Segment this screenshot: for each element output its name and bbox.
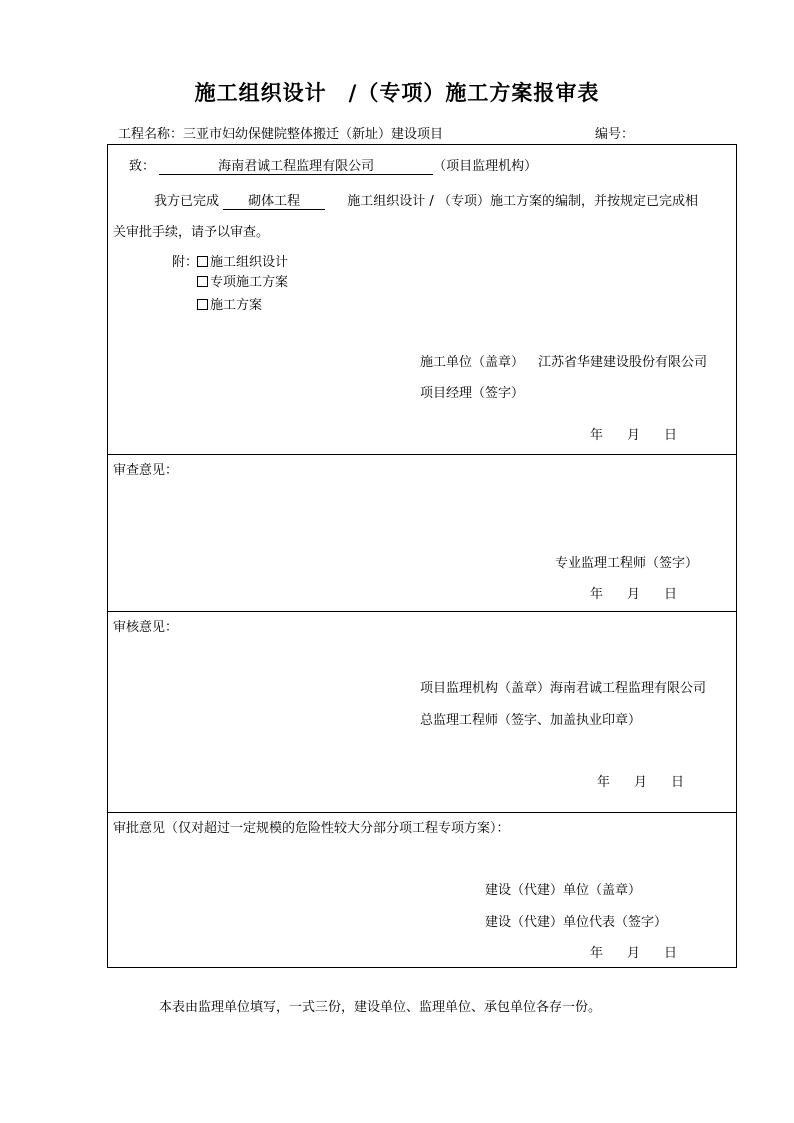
attachment-option-2[interactable]: [197, 276, 288, 289]
attachment-option-label: 施工组织设计: [210, 255, 289, 270]
section-divider-3: [107, 812, 737, 813]
date-year: 年: [590, 946, 604, 961]
supervision-org-label: 项目监理机构（盖章）: [420, 681, 551, 696]
attachment-option-label: 施工方案: [210, 298, 263, 313]
audit-opinion-label: 审核意见：: [113, 620, 179, 635]
approval-opinion-label: 审批意见（仅对超过一定规模的危险性较大分部分项工程专项方案）：: [113, 821, 510, 836]
addressee-label: 致：: [129, 159, 156, 174]
date-month: 月: [627, 428, 641, 443]
chief-engineer-label: 总监理工程师（签字、加盖执业印章）: [420, 713, 642, 728]
form-title: 施工组织设计 /（专项）施工方案报审表: [194, 80, 600, 105]
date-year: 年: [597, 775, 611, 790]
form-number-label: 编号：: [595, 127, 635, 142]
supervision-org-name: 海南君诚工程监理有限公司: [550, 681, 707, 696]
date-day: 日: [664, 587, 678, 602]
supervisor-signer-label: 专业监理工程师（签字）: [555, 556, 699, 571]
statement-line-1: [154, 194, 698, 210]
date-month: 月: [627, 587, 641, 602]
addressee-row: [129, 159, 537, 175]
date-row-4: [590, 947, 701, 960]
date-month: 月: [627, 946, 641, 961]
statement-line-2: 关审批手续，请予以审查。: [113, 225, 270, 240]
date-day: 日: [664, 428, 678, 443]
supervision-org-row: [420, 682, 706, 695]
work-name: 砌体工程: [223, 194, 325, 210]
statement-part-1: 我方已完成: [154, 194, 220, 209]
addressee-suffix: （项目监理机构）: [433, 159, 538, 174]
date-month: 月: [634, 775, 648, 790]
project-manager-label: 项目经理（签字）: [420, 386, 525, 401]
addressee-org: 海南君诚工程监理有限公司: [159, 159, 433, 175]
checkbox-icon[interactable]: [197, 276, 208, 287]
attachment-option-1[interactable]: [197, 256, 288, 269]
footer-note: 本表由监理单位填写，一式三份，建设单位、监理单位、承包单位各存一份。: [159, 1000, 602, 1015]
date-day: 日: [664, 946, 678, 961]
owner-unit-label: 建设（代建）单位（盖章）: [485, 883, 642, 898]
owner-rep-label: 建设（代建）单位代表（签字）: [485, 915, 668, 930]
project-name-label: 工程名称：: [118, 127, 184, 142]
date-year: 年: [590, 587, 604, 602]
contractor-name: 江苏省华建建设股份有限公司: [538, 355, 708, 370]
section-divider-1: [107, 454, 737, 455]
contractor-row: [420, 356, 707, 369]
date-day: 日: [671, 775, 685, 790]
statement-part-2: 施工组织设计 / （专项）施工方案的编制，并按规定已完成相: [347, 194, 698, 209]
checkbox-icon[interactable]: [197, 299, 208, 310]
project-name-value: 三亚市妇幼保健院整体搬迁（新址）建设项目: [183, 127, 444, 142]
date-row-3: [597, 776, 708, 789]
attachment-option-3[interactable]: [197, 299, 262, 312]
checkbox-icon[interactable]: [197, 256, 208, 267]
date-year: 年: [590, 428, 604, 443]
date-row-2: [590, 588, 701, 601]
date-row-1: [590, 429, 701, 442]
attachment-option-label: 专项施工方案: [210, 275, 289, 290]
review-opinion-label: 审查意见：: [113, 463, 179, 478]
project-name-row: [118, 128, 443, 141]
contractor-label: 施工单位（盖章）: [420, 355, 525, 370]
section-divider-2: [107, 611, 737, 612]
attachment-label: 附：: [172, 255, 199, 270]
